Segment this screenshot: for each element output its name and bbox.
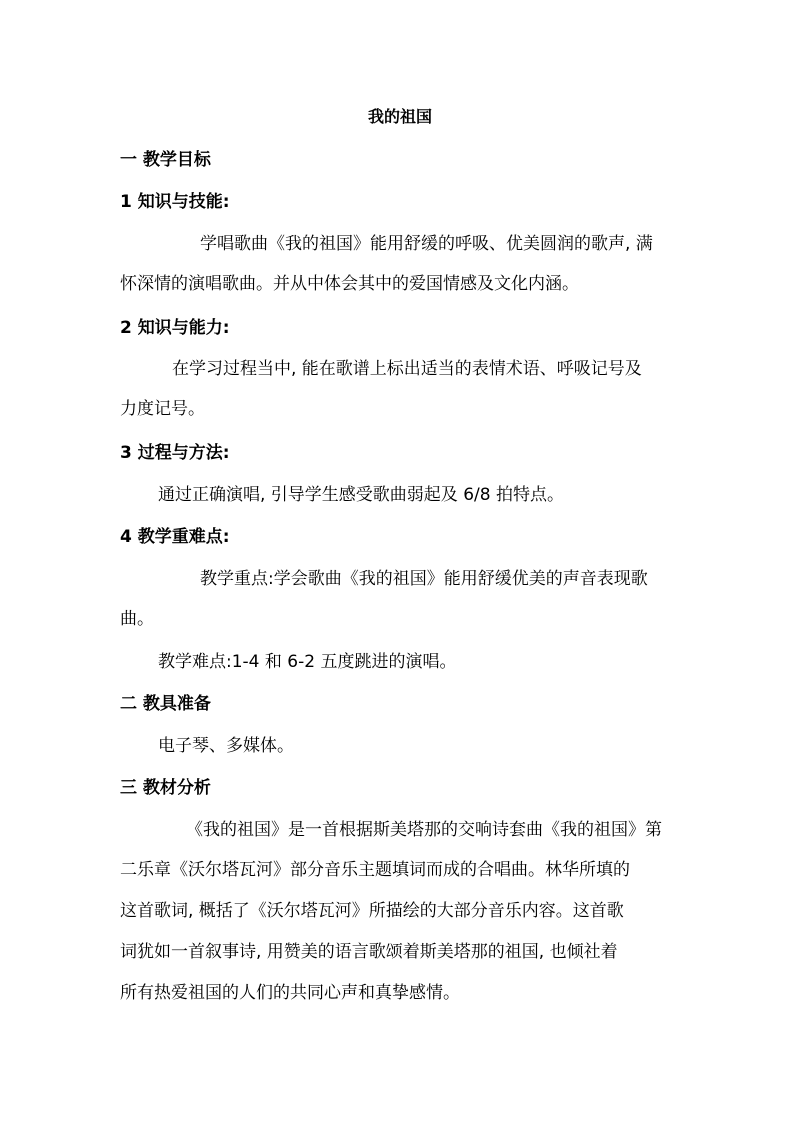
document-title: 我的祖国 — [367, 107, 432, 126]
paragraph-line: 力度记号。 — [120, 399, 205, 419]
paragraph-line: 教学难点:1-4 和 6-2 五度跳进的演唱。 — [158, 652, 457, 672]
paragraph-line: 这首歌词, 概括了《沃尔塔瓦河》所描绘的大部分音乐内容。这首歌 — [120, 901, 624, 921]
paragraph-line: 所有热爱祖国的人们的共同心声和真挚感情。 — [120, 983, 460, 1003]
subheading-knowledge-ability: 2 知识与能力: — [120, 318, 230, 338]
subheading-process-method: 3 过程与方法: — [120, 443, 230, 463]
paragraph-line: 二乐章《沃尔塔瓦河》部分音乐主题填词而成的合唱曲。林华所填的 — [120, 860, 630, 880]
subheading-key-difficult-points: 4 教学重难点: — [120, 527, 230, 547]
paragraph-line: 电子琴、多媒体。 — [158, 736, 294, 756]
paragraph-line: 《我的祖国》是一首根据斯美塔那的交响诗套曲《我的祖国》第 — [186, 820, 662, 840]
section-heading-material-analysis: 三 教材分析 — [120, 778, 211, 798]
section-heading-teaching-goals: 一 教学目标 — [120, 150, 211, 170]
paragraph-line: 词犹如一首叙事诗, 用赞美的语言歌颂着斯美塔那的祖国, 也倾社着 — [120, 942, 618, 962]
section-heading-teaching-aids: 二 教具准备 — [120, 694, 211, 714]
paragraph-line: 曲。 — [120, 609, 154, 629]
paragraph-line: 学唱歌曲《我的祖国》能用舒缓的呼吸、优美圆润的歌声, 满 — [200, 234, 653, 254]
subheading-knowledge-skills: 1 知识与技能: — [120, 192, 230, 212]
paragraph-line: 在学习过程当中, 能在歌谱上标出适当的表情术语、呼吸记号及 — [172, 359, 642, 379]
paragraph-line: 通过正确演唱, 引导学生感受歌曲弱起及 6/8 拍特点。 — [158, 485, 564, 505]
paragraph-line: 怀深情的演唱歌曲。并从中体会其中的爱国情感及文化内涵。 — [120, 274, 579, 294]
paragraph-line: 教学重点:学会歌曲《我的祖国》能用舒缓优美的声音表现歌 — [200, 569, 648, 589]
